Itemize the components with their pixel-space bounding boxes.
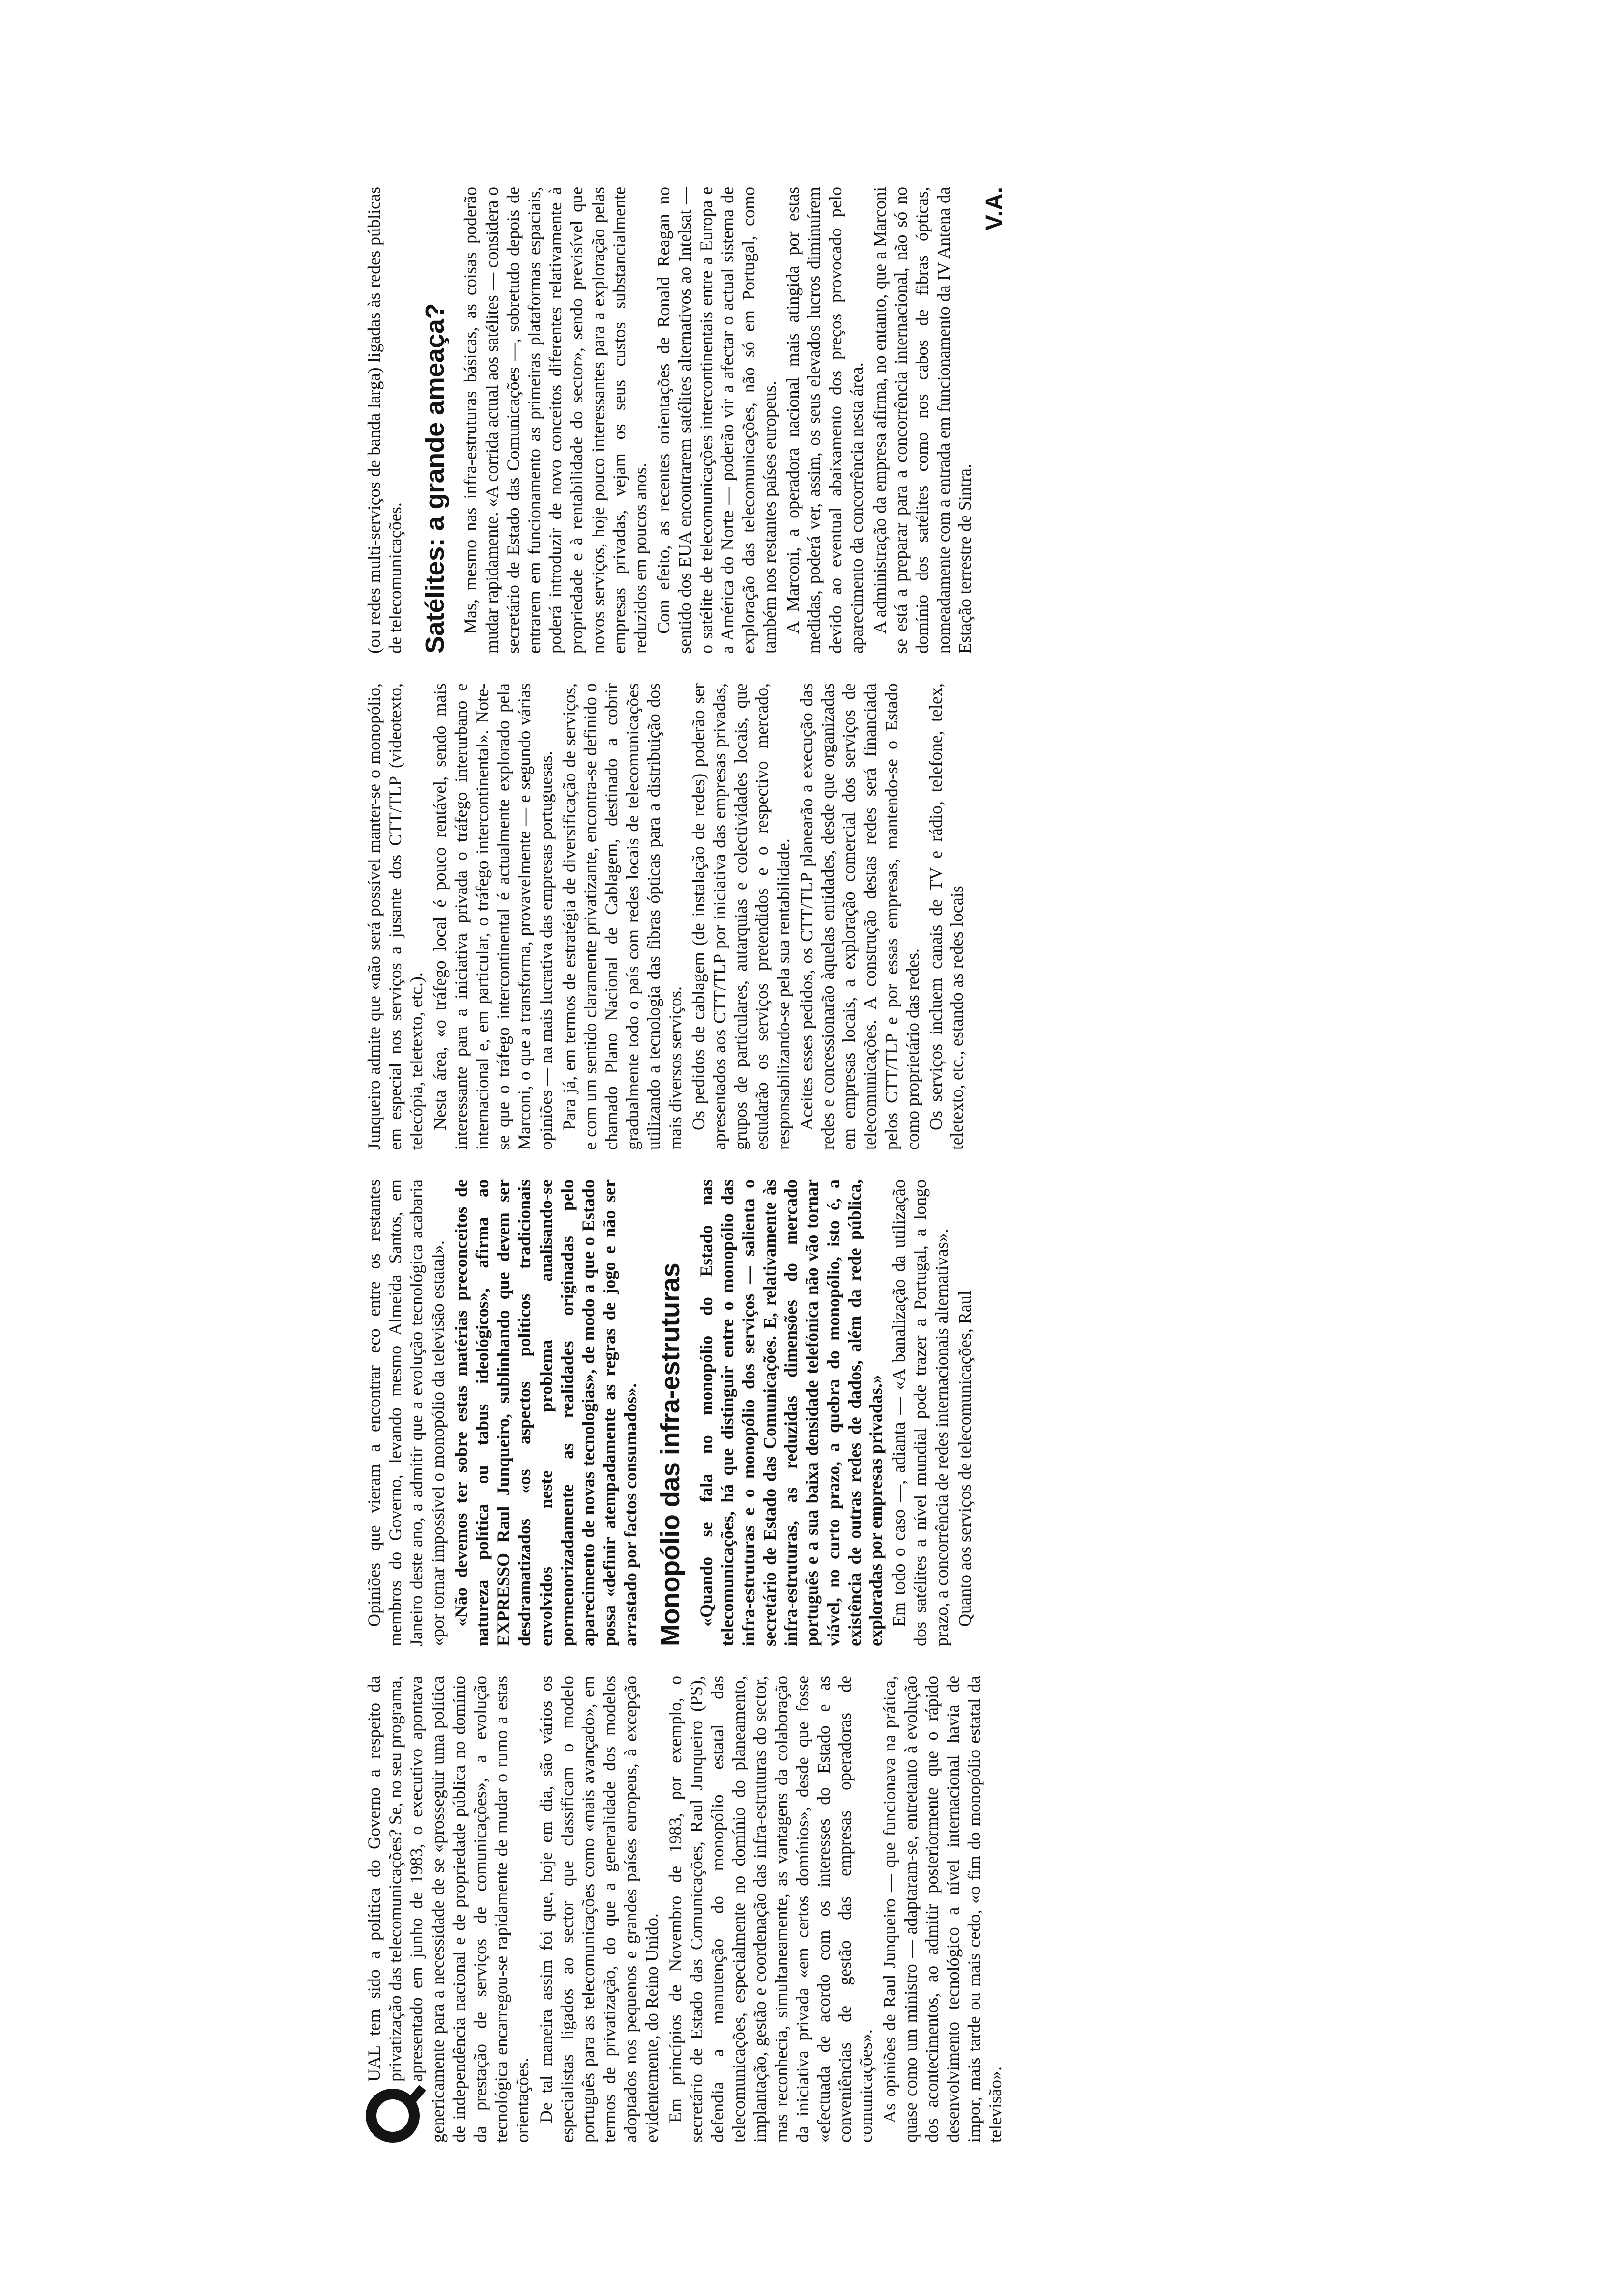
paragraph: Opiniões que vieram a encontrar eco entre os restantes membros do Governo, levando mesmo Almeida Santos, em Janeiro deste ano, a admitir que a evolução tecnológica acabaria «por tornar impossível o monopólio da televisão estatal». xyxy=(364,1179,448,1646)
paragraph: Os pedidos de cablagem (de instalação de redes) poderão ser apresentados aos CTT/TLP por iniciativa das empresas privadas, grupos de particulares, autarquias e colectividades locais, que estudarão os serviços pretendidos e o respectivo mercado, responsabilizando-se pela sua rentabilidade. xyxy=(688,683,793,1150)
column-4 xyxy=(364,187,1553,654)
paragraph: Quanto aos serviços de telecomunicações, Raul xyxy=(954,1291,975,1627)
paragraph: Nesta área, «o tráfego local é pouco rentável, sendo mais interessante para a iniciativa privada o tráfego interurbano e internacional e, em particular, o tráfego intercontinental». Note-se que o tráfego intercontinental é actualmente explorado pela Marconi, o que a transforma, provavelmente — e segundo várias opiniões — na mais lucrativa das empresas portuguesas. xyxy=(430,683,556,1150)
column-1 xyxy=(364,1676,1553,2143)
section-heading: Satélites: a grande ameaça? xyxy=(420,303,450,654)
paragraph: Junqueiro admite que «não será possível manter-se o monopólio, em especial nos serviços a jusante dos CTT/TLP (videotexto, telecópia, teletexto, etc.). xyxy=(364,683,427,1150)
dropcap-letter-icon xyxy=(366,2089,420,2143)
paragraph: As opiniões de Raul Junqueiro — que funcionava na prática, quase como um ministro — adaptaram-se, entretanto à evolução dos acontecimentos, ao admitir posteriormente que o rápido desenvolvimento tecnológico a nível internacional havia de impor, mais tarde ou mais cedo, «o fim do monopólio estatal da televisão». xyxy=(879,1676,1006,2143)
column-2 xyxy=(364,1179,1553,1646)
paragraph: (ou redes multi-serviços de banda larga) ligadas às redes públicas de telecomunicações. xyxy=(364,187,405,654)
paragraph: Para já, em termos de estratégia de diversificação de serviços, e com um sentido claramente privatizante, encontra-se definido o chamado Plano Nacional de Cablagem, destinado a cobrir gradualmente todo o país com redes locais de telecomunicações utilizando a tecnologia das fibras ópticas para a distribuição dos mais diversos serviços. xyxy=(559,683,685,1150)
paragraph: UAL tem sido a política do Governo a respeito da privatização das telecomunicações? Se, no seu programa, apresentado em junho de 1983, o executivo apontava genericamente para a necessidade de se «prosseguir uma política de independência nacional e de propriedade pública no domínio da prestação de serviços de comunicações», a evolução tecnológica encarregou-se rapidamente de mudar o rumo a estas orientações. xyxy=(364,1676,533,2143)
paragraph: «Quando se fala no monopólio do Estado nas telecomunicações, há que distinguir entre o monopólio das infra-estruturas e o monopólio dos serviços — salienta o secretário de Estado das Comunicações. E, relativamente às infra-estruturas, as reduzidas dimensões do mercado português e a sua baixa densidade telefónica não vão tornar viável, no curto prazo, a quebra do monopólio, isto é, a existência de outras redes de dados, além da rede pública, exploradas por empresas privadas.» xyxy=(696,1179,886,1646)
paragraph: Os serviços incluem canais de TV e rádio, telefone, telex, teletexto, etc., estando as redes locais xyxy=(925,683,967,1150)
paragraph: Mas, mesmo nas infra-estruturas básicas, as coisas poderão mudar rapidamente. «A corrida actual aos satélites — considera o secretário de Estado das Comunicações —, sobretudo depois de entrarem em funcionamento as primeiras plataformas espaciais, poderá introduzir de novo conceitos diferentes relativamente à propriedade e à rentabilidade do sector», sendo previsível que novos serviços, hoje pouco interessantes para a exploração pelas empresas privadas, vejam os seus custos substancialmente reduzidos em poucos anos. xyxy=(461,187,650,654)
author-signature: V.A. xyxy=(981,187,1008,230)
paragraph: «Não devemos ter sobre estas matérias preconceitos de natureza política ou tabus ideológicos», afirma ao EXPRESSO Raul Junqueiro, sublinhando que devem ser desdramatizados «os aspectos políticos tradicionais envolvidos neste problema analisando-se pormenorizadamente as realidades originadas pelo aparecimento de novas tecnologias», de modo a que o Estado possa «definir atempadamente as regras de jogo e não ser arrastado por factos consumados». xyxy=(451,1179,641,1646)
paragraph: Aceites esses pedidos, os CTT/TLP planearão a execução das redes e concessionarão àquelas entidades, desde que organizadas em empresas locais, a exploração comercial dos serviços de telecomunicações. A construção destas redes será financiada pelos CTT/TLP e por essas empresas, mantendo-se o Estado como proprietário das redes. xyxy=(796,683,922,1150)
paragraph: Em princípios de Novembro de 1983, por exemplo, o secretário de Estado das Comunicações, Raul Junqueiro (PS), defendia a manutenção do monopólio estatal das telecomunicações, especialmente no domínio do planeamento, implantação, gestão e coordenação das infra-estruturas do sector, mas reconhecia, simultaneamente, as vantagens da colaboração da iniciativa privada «em certos domínios», desde que fosse «efectuada de acordo com os interesses do Estado e as conveniências de gestão das empresas operadoras de comunicações». xyxy=(665,1676,876,2143)
paragraph: A Marconi, a operadora nacional mais atingida por estas medidas, poderá ver, assim, os seus elevados lucros diminuírem devido ao eventual abaixamento dos preços provocado pelo aparecimento da concorrência nesta área. xyxy=(783,187,866,654)
paragraph: A administração da empresa afirma, no entanto, que a Marconi se está a preparar para a concorrência internacional, não só no domínio dos satélites como nos cabos de fibras ópticas, nomeadamente com a entrada em funcionamento da IV Antena da Estação terrestre de Sintra. xyxy=(870,187,975,654)
article-page xyxy=(344,157,1553,2172)
article-columns xyxy=(344,157,1553,2172)
paragraph: De tal maneira assim foi que, hoje em dia, são vários os especialistas ligados ao sector que classificam o modelo português para as telecomunicações como «mais avançado», em termos de privatização, do que a generalidade dos modelos adoptados nos pequenos e grandes países europeus, à excepção evidentemente, do Reino Unido. xyxy=(536,1676,662,2143)
section-heading: Monopólio das infra-estruturas xyxy=(656,1263,686,1646)
column-3 xyxy=(364,683,1553,1150)
paragraph: Em todo o caso —, adianta — «A banalização da utilização dos satélites a nível mundial pode trazer a Portugal, a longo prazo, a concorrência de redes internacionais alternativas». xyxy=(889,1179,951,1646)
paragraph: Com efeito, as recentes orientações de Ronald Reagan no sentido dos EUA encontrarem satélites alternativos ao Intelsat — o satélite de telecomunicações intercontinentais entre a Europa e a América do Norte — poderão vir a afectar o actual sistema de exploração das telecomunicações, não só em Portugal, como também nos restantes países europeus. xyxy=(654,187,780,654)
